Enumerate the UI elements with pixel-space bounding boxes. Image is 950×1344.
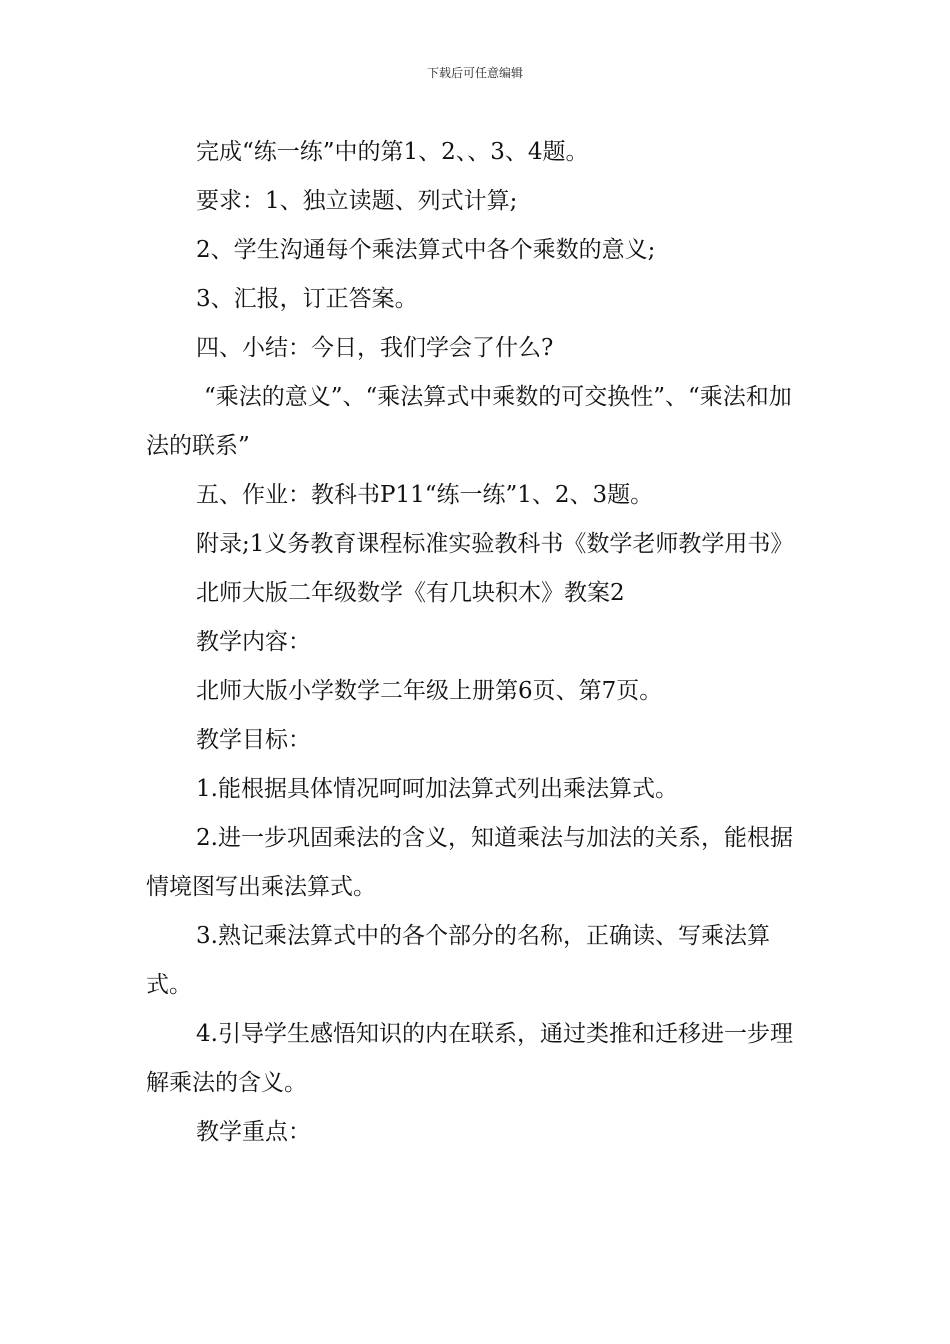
paragraph: 2、学生沟通每个乘法算式中各个乘数的意义; xyxy=(196,237,656,263)
paragraph: 教学内容： xyxy=(196,629,311,655)
paragraph: 3、汇报，订正答案。 xyxy=(196,286,418,312)
paragraph: 2.进一步巩固乘法的含义，知道乘法与加法的关系，能根据情境图写出乘法算式。 xyxy=(146,825,793,900)
paragraph: 五、作业：教科书P11“练一练”1、2、3题。 xyxy=(196,482,654,508)
paragraph: 北师大版二年级数学《有几块积木》教案2 xyxy=(196,580,625,606)
page-header: 下载后可任意编辑 xyxy=(426,66,523,80)
paragraph: 4.引导学生感悟知识的内在联系，通过类推和迁移进一步理解乘法的含义。 xyxy=(146,1021,793,1096)
paragraph: 完成“练一练”中的第1、2、、3、4题。 xyxy=(196,139,589,165)
paragraph: 附录;1义务教育课程标准实验教科书《数学老师教学用书》 xyxy=(196,531,794,557)
paragraph: 教学目标： xyxy=(196,727,311,753)
paragraph: 3.熟记乘法算式中的各个部分的名称，正确读、写乘法算式。 xyxy=(146,923,770,998)
paragraph: 要求：1、独立读题、列式计算; xyxy=(196,188,518,214)
paragraph: 教学重点： xyxy=(196,1119,311,1145)
document-body xyxy=(146,128,810,1157)
paragraph: 1.能根据具体情况呵呵加法算式列出乘法算式。 xyxy=(196,776,678,802)
paragraph: 北师大版小学数学二年级上册第6页、第7页。 xyxy=(196,678,663,704)
paragraph: 四、小结：今日，我们学会了什么? xyxy=(196,335,554,361)
paragraph: “乘法的意义”、“乘法算式中乘数的可交换性”、“乘法和加法的联系” xyxy=(146,384,792,459)
